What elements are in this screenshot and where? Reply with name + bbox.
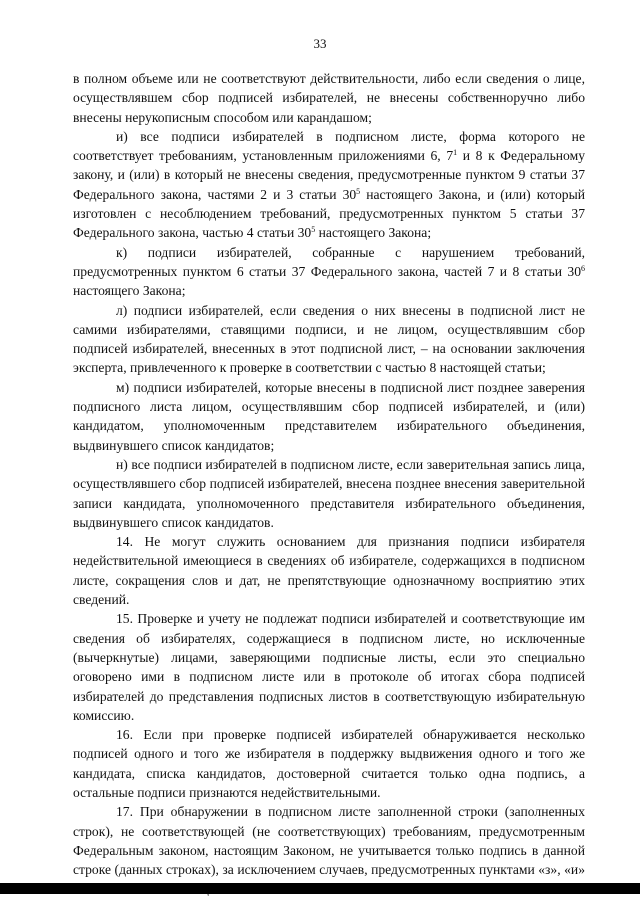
text-run: м) подписи избирателей, которые внесены в подписной лист позднее заверения подписного листа лицом, осуществлявшим сбор подписей избирателей, и (или) кандидатом, уполномоченным представителем избирательного объединения, выдвинувшего список кандидатов; [73, 379, 585, 453]
paragraph [73, 243, 585, 301]
text-run: настоящего Закона; [315, 225, 432, 241]
page-number: 33 [313, 36, 327, 51]
paragraph [73, 725, 585, 802]
paragraph [73, 532, 585, 609]
paragraph [73, 609, 585, 725]
paragraph [73, 455, 585, 532]
text-run: настоящего Закона, и (или) который изготовлен с несоблюдением требований, предусмотренных пунктом 5 статьи 37 Федерального закона, частью 4 статьи 30 [73, 186, 586, 241]
paragraph [73, 301, 585, 378]
text-run: н) все подписи избирателей в подписном листе, если заверительная запись лица, осуществлявшего сбор подписей избирателей, внесена позднее внесения заверительной записи кандидата, уполномоченного представителя избирательного объединения, выдвинувшего список кандидатов. [73, 456, 585, 530]
superscript: 6 [581, 263, 585, 273]
text-run: и) все подписи избирателей в подписном листе, форма которого не соответствует требованиям, установленным приложениями 6, 7 [73, 128, 585, 164]
superscript: 5 [311, 225, 316, 235]
text-run: 16. Если при проверке подписей избирателей обнаруживается несколько подписей одного и того же избирателя в поддержку выдвижения одного и того же кандидата, списка кандидатов, достоверной считается только одна подпись, а остальные подписи признаются недействительными. [73, 727, 585, 800]
text-run: и 8 к Федеральному закону, и (или) в который не внесены сведения, предусмотренные пунктом 9 статьи 37 Федерального закона, частями 2 и 3 статьи 30 [73, 148, 585, 202]
text-run: л) подписи избирателей, если сведения о них внесены в подписной лист не самими избирателями, ставящими подписи, и не лицом, осуществлявшим сбор подписей избирателей, внесенных в этот подписной лист, – на основании заключения эксперта, привлеченного к проверке в соответствии с частью 8 настоящей статьи; [73, 302, 585, 376]
paragraph [73, 69, 585, 127]
bottom-border [0, 883, 640, 894]
paragraph [73, 378, 585, 455]
superscript: 1 [453, 148, 458, 158]
text-run: 17. При обнаружении в подписном листе заполненной строки (заполненных строк), не соответствующей (не соответствующих) требованиям, предусмотренным Федеральным законом, настоящим Законом, не учитывается только подпись в данной строке (данных строках), за исключением случаев, предусмотренных пунктами «з», «и» [73, 804, 585, 878]
text-run: в полном объеме или не соответствуют действительности, либо если сведения о лице, осуществлявшем сбор подписей избирателей, не внесены собственноручно либо внесены нерукописным способом или карандашом; [73, 71, 585, 125]
document-body [73, 69, 585, 899]
paragraph [73, 127, 585, 243]
text-run: настоящего Закона; [73, 283, 186, 299]
text-run: 14. Не могут служить основанием для признания подписи избирателя недействительной имеющиеся в сведениях об избирателе, содержащихся в подписном листе, сокращения слов и дат, не препятствующие однозначному восприятию этих сведений. [73, 534, 585, 608]
superscript: 5 [356, 186, 361, 196]
text-run: к) подписи избирателей, собранные с нарушением требований, предусмотренных пунктом 6 статьи 37 Федерального закона, частей 7 и 8 статьи 30 [73, 244, 585, 279]
text-run: 15. Проверке и учету не подлежат подписи избирателей и соответствующие им сведения об избирателях, содержащиеся в подписном листе, но исключенные (вычеркнутые) лицами, заверяющими подписные листы, если это специально оговорено ими в подписном листе или в протоколе об итогах сбора подписей избирателей до представления подписных листов в соответствующую избирательную комиссию. [73, 611, 585, 723]
